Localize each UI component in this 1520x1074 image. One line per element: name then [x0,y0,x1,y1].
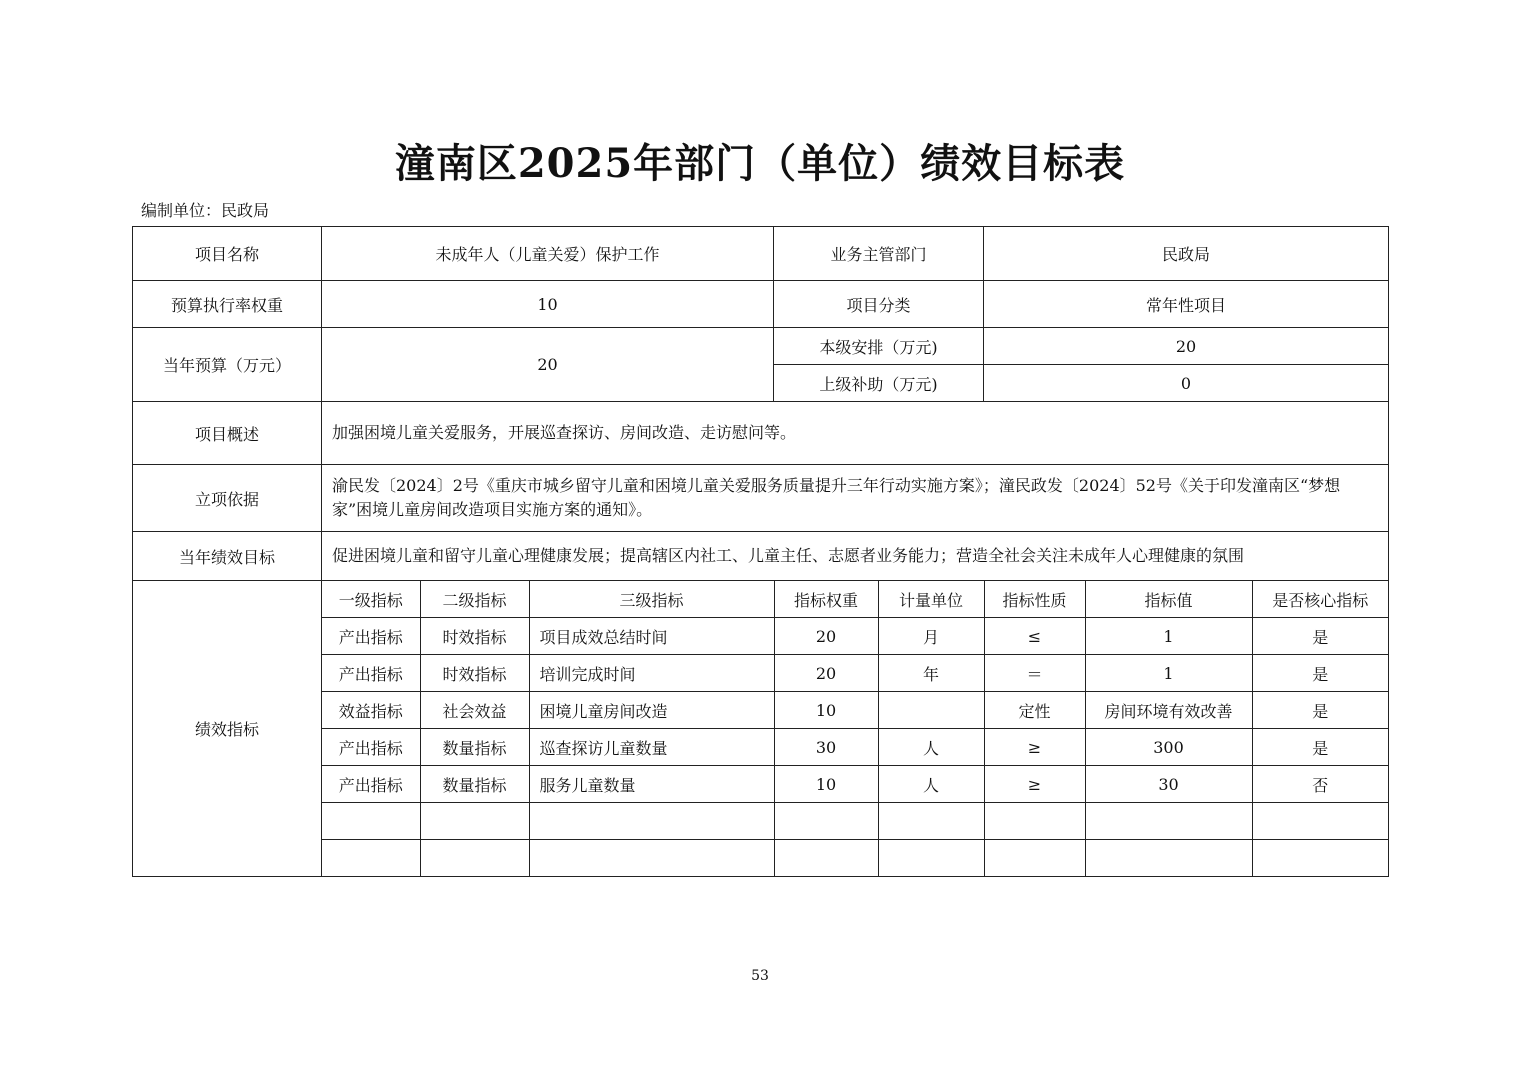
value-local-arrangement: 20 [984,328,1389,365]
indicator-level2-cell: 时效指标 [420,618,529,655]
indicator-level2-cell [420,840,529,877]
indicator-level1-cell: 效益指标 [322,692,420,729]
value-project-category: 常年性项目 [984,281,1389,328]
indicator-level1-cell: 产出指标 [322,655,420,692]
label-project-category: 项目分类 [774,281,984,328]
table-row [322,729,1388,766]
indicator-unit-cell [878,803,984,840]
indicator-level2-cell: 数量指标 [420,766,529,803]
indicator-unit-cell: 人 [878,729,984,766]
indicator-value-cell: 房间环境有效改善 [1085,692,1252,729]
indicator-value-cell: 指标值 [1085,581,1252,618]
label-basis: 立项依据 [133,465,322,532]
label-annual-budget: 当年预算（万元） [133,328,322,402]
label-project-name: 项目名称 [133,227,322,281]
table-row [322,840,1388,877]
value-budget-weight: 10 [322,281,774,328]
indicator-header-row [322,581,1388,618]
indicator-core-cell: 是 [1252,618,1388,655]
indicator-level2-cell [420,803,529,840]
indicator-weight-cell: 20 [774,655,878,692]
label-budget-weight: 预算执行率权重 [133,281,322,328]
indicator-nature-cell: ＝ [984,655,1085,692]
indicator-core-cell: 是 [1252,692,1388,729]
indicator-nature-cell [984,840,1085,877]
indicator-core-cell: 否 [1252,766,1388,803]
indicators-body [322,581,1388,876]
label-local-arrangement: 本级安排（万元) [774,328,984,365]
indicator-weight-cell: 30 [774,729,878,766]
indicator-value-cell [1085,803,1252,840]
indicator-nature-cell: 定性 [984,692,1085,729]
indicator-level1-cell [322,803,420,840]
indicator-value-cell: 1 [1085,655,1252,692]
indicator-level2-cell: 数量指标 [420,729,529,766]
indicator-level3-cell: 三级指标 [529,581,774,618]
value-department: 民政局 [984,227,1389,281]
indicator-level3-cell: 服务儿童数量 [529,766,774,803]
table-row [322,803,1388,840]
indicators-cell [322,581,1389,877]
indicator-unit-cell [878,840,984,877]
indicator-core-cell: 是 [1252,655,1388,692]
indicator-unit-cell: 月 [878,618,984,655]
table-row [322,766,1388,803]
indicator-weight-cell: 10 [774,692,878,729]
indicator-weight-cell: 指标权重 [774,581,878,618]
indicator-level1-cell: 产出指标 [322,766,420,803]
indicator-level3-cell [529,803,774,840]
page-title: 潼南区2025年部门（单位）绩效目标表 [394,140,1126,187]
page-number: 53 [751,968,769,984]
label-department: 业务主管部门 [774,227,984,281]
value-overview: 加强困境儿童关爱服务，开展巡查探访、房间改造、走访慰问等。 [322,402,1389,465]
indicator-level1-cell [322,840,420,877]
indicator-weight-cell [774,803,878,840]
indicator-unit-cell: 人 [878,766,984,803]
table-row [322,692,1388,729]
indicator-level1-cell: 一级指标 [322,581,420,618]
table-row [322,655,1388,692]
indicator-nature-cell: 指标性质 [984,581,1085,618]
indicator-value-cell: 1 [1085,618,1252,655]
value-superior-subsidy: 0 [984,365,1389,402]
indicator-nature-cell: ≥ [984,766,1085,803]
indicator-unit-cell: 计量单位 [878,581,984,618]
performance-table [132,226,1389,877]
value-annual-budget: 20 [322,328,774,402]
indicator-value-cell: 300 [1085,729,1252,766]
indicator-unit-cell [878,692,984,729]
indicator-level3-cell [529,840,774,877]
table-row [322,618,1388,655]
indicator-value-cell: 30 [1085,766,1252,803]
indicator-level2-cell: 社会效益 [420,692,529,729]
indicator-core-cell: 是 [1252,729,1388,766]
indicator-core-cell [1252,840,1388,877]
value-basis: 渝民发〔2024〕2号《重庆市城乡留守儿童和困境儿童关爱服务质量提升三年行动实施方案》；潼民政发〔2024〕52号《关于印发潼南区“梦想家”困境儿童房间改造项目实施方案的通知》。 [322,465,1389,532]
indicator-weight-cell: 10 [774,766,878,803]
value-annual-goal: 促进困境儿童和留守儿童心理健康发展；提高辖区内社工、儿童主任、志愿者业务能力；营造全社会关注未成年人心理健康的氛围 [322,532,1389,581]
indicator-level2-cell: 二级指标 [420,581,529,618]
label-annual-goal: 当年绩效目标 [133,532,322,581]
compiling-unit: 编制单位：民政局 [141,201,270,220]
label-indicators: 绩效指标 [133,581,322,877]
indicator-nature-cell: ≥ [984,729,1085,766]
label-overview: 项目概述 [133,402,322,465]
indicator-value-cell [1085,840,1252,877]
indicator-level3-cell: 项目成效总结时间 [529,618,774,655]
indicator-nature-cell [984,803,1085,840]
indicator-core-cell [1252,803,1388,840]
indicators-table [322,581,1388,876]
indicator-level1-cell: 产出指标 [322,729,420,766]
indicator-level3-cell: 巡查探访儿童数量 [529,729,774,766]
indicator-level2-cell: 时效指标 [420,655,529,692]
indicator-core-cell: 是否核心指标 [1252,581,1388,618]
indicator-nature-cell: ≤ [984,618,1085,655]
indicator-level3-cell: 困境儿童房间改造 [529,692,774,729]
indicator-level3-cell: 培训完成时间 [529,655,774,692]
indicator-weight-cell [774,840,878,877]
value-project-name: 未成年人（儿童关爱）保护工作 [322,227,774,281]
indicator-weight-cell: 20 [774,618,878,655]
indicator-unit-cell: 年 [878,655,984,692]
indicator-level1-cell: 产出指标 [322,618,420,655]
label-superior-subsidy: 上级补助（万元) [774,365,984,402]
